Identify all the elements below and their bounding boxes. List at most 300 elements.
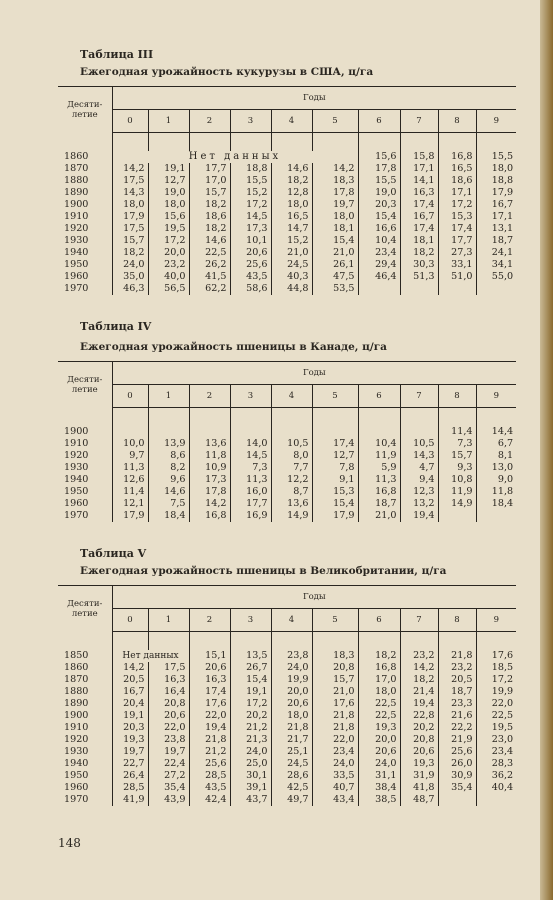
value-cell: 19,7 bbox=[312, 199, 358, 211]
value-cell: 20,8 bbox=[312, 662, 358, 674]
value-cell: 15,5 bbox=[476, 151, 516, 163]
value-cell: 24,0 bbox=[312, 758, 358, 770]
value-cell: 23,0 bbox=[476, 734, 516, 746]
value-cell: 42,4 bbox=[189, 794, 230, 806]
value-cell: 14,6 bbox=[271, 163, 312, 175]
value-cell bbox=[476, 283, 516, 295]
decade-cell: 1930 bbox=[64, 235, 89, 246]
value-cell: 26,7 bbox=[230, 662, 271, 674]
value-cell: 41,9 bbox=[112, 794, 148, 806]
table-row bbox=[58, 450, 516, 462]
value-cell: 17,2 bbox=[476, 674, 516, 686]
year-column-header: 2 bbox=[189, 110, 230, 133]
decade-cell: 1890 bbox=[64, 698, 89, 709]
table-row bbox=[58, 199, 516, 211]
value-cell: 20,6 bbox=[358, 746, 400, 758]
value-cell: 7,3 bbox=[230, 462, 271, 474]
value-cell: 11,8 bbox=[189, 450, 230, 462]
table-row bbox=[58, 438, 516, 450]
value-cell: 13,1 bbox=[476, 223, 516, 235]
value-cell: 18,2 bbox=[112, 247, 148, 259]
value-cell: 17,5 bbox=[148, 662, 189, 674]
value-cell: 19,1 bbox=[230, 686, 271, 698]
decade-cell: 1970 bbox=[64, 510, 89, 521]
decade-cell: 1970 bbox=[64, 794, 89, 805]
value-cell: 26,4 bbox=[112, 770, 148, 782]
value-cell: 15,6 bbox=[148, 211, 189, 223]
value-cell: 39,1 bbox=[230, 782, 271, 794]
value-cell: 21,7 bbox=[271, 734, 312, 746]
value-cell: 17,0 bbox=[189, 175, 230, 187]
table-row bbox=[58, 486, 516, 498]
value-cell: 25,6 bbox=[230, 259, 271, 271]
value-cell: 22,0 bbox=[148, 722, 189, 734]
value-cell: 13,6 bbox=[271, 498, 312, 510]
value-cell: 19,7 bbox=[112, 746, 148, 758]
value-cell: 16,5 bbox=[438, 163, 476, 175]
value-cell: 15,7 bbox=[438, 450, 476, 462]
value-cell: 15,5 bbox=[358, 175, 400, 187]
value-cell: 43,5 bbox=[189, 782, 230, 794]
decade-cell: 1920 bbox=[64, 223, 89, 234]
value-cell: 21,3 bbox=[230, 734, 271, 746]
value-cell: 26,1 bbox=[312, 259, 358, 271]
table3-caption: Таблица III bbox=[80, 48, 154, 61]
table-row bbox=[58, 235, 516, 247]
year-column-header: 3 bbox=[230, 609, 271, 632]
value-cell: 16,4 bbox=[148, 686, 189, 698]
value-cell: 17,1 bbox=[438, 187, 476, 199]
value-cell: 7,3 bbox=[438, 438, 476, 450]
value-cell: 28,3 bbox=[476, 758, 516, 770]
value-cell: 11,3 bbox=[230, 474, 271, 486]
value-cell: 28,5 bbox=[112, 782, 148, 794]
value-cell: 19,1 bbox=[112, 710, 148, 722]
year-column-header: 4 bbox=[271, 110, 312, 133]
value-cell: 14,2 bbox=[312, 163, 358, 175]
value-cell: 12,8 bbox=[271, 187, 312, 199]
value-cell: 18,2 bbox=[189, 223, 230, 235]
value-cell: 7,5 bbox=[148, 498, 189, 510]
value-cell: 34,1 bbox=[476, 259, 516, 271]
value-cell: 14,1 bbox=[400, 175, 438, 187]
value-cell: 55,0 bbox=[476, 271, 516, 283]
value-cell: 35,4 bbox=[148, 782, 189, 794]
table-row bbox=[58, 674, 516, 686]
year-column-header: 1 bbox=[148, 609, 189, 632]
value-cell: 18,8 bbox=[476, 175, 516, 187]
value-cell: 10,5 bbox=[271, 438, 312, 450]
value-cell: 17,8 bbox=[358, 163, 400, 175]
value-cell: 38,4 bbox=[358, 782, 400, 794]
table4-caption: Таблица IV bbox=[80, 320, 152, 333]
value-cell bbox=[476, 510, 516, 522]
table-row bbox=[58, 746, 516, 758]
year-column-header: 5 bbox=[312, 385, 358, 408]
value-cell: 30,9 bbox=[438, 770, 476, 782]
value-cell: 8,6 bbox=[148, 450, 189, 462]
value-cell: 17,8 bbox=[312, 187, 358, 199]
value-cell: 16,5 bbox=[271, 211, 312, 223]
value-cell: 17,1 bbox=[400, 163, 438, 175]
value-cell: 21,4 bbox=[400, 686, 438, 698]
value-cell: 18,6 bbox=[189, 211, 230, 223]
value-cell: 7,7 bbox=[271, 462, 312, 474]
value-cell: 19,5 bbox=[476, 722, 516, 734]
value-cell: 23,4 bbox=[312, 746, 358, 758]
value-cell: 20,6 bbox=[230, 247, 271, 259]
value-cell: 10,1 bbox=[230, 235, 271, 247]
value-cell: 15,4 bbox=[312, 498, 358, 510]
value-cell: 40,0 bbox=[148, 271, 189, 283]
value-cell bbox=[271, 426, 312, 438]
value-cell: 30,3 bbox=[400, 259, 438, 271]
value-cell: 23,8 bbox=[148, 734, 189, 746]
value-cell: 7,8 bbox=[312, 462, 358, 474]
value-cell: 24,5 bbox=[271, 758, 312, 770]
value-cell bbox=[438, 510, 476, 522]
value-cell: 35,4 bbox=[438, 782, 476, 794]
value-cell: 17,7 bbox=[438, 235, 476, 247]
value-cell: 20,6 bbox=[148, 710, 189, 722]
value-cell: 16,7 bbox=[112, 686, 148, 698]
table4-title: Ежегодная урожайность пшеницы в Канаде, ц/га bbox=[80, 341, 387, 353]
value-cell: 49,7 bbox=[271, 794, 312, 806]
value-cell: 41,8 bbox=[400, 782, 438, 794]
value-cell: 20,3 bbox=[358, 199, 400, 211]
value-cell: 9,4 bbox=[400, 474, 438, 486]
value-cell: 22,5 bbox=[476, 710, 516, 722]
value-cell: 18,0 bbox=[476, 163, 516, 175]
year-column-header: 9 bbox=[476, 110, 516, 133]
value-cell: 18,4 bbox=[476, 498, 516, 510]
value-cell: 15,2 bbox=[271, 235, 312, 247]
value-cell: 36,2 bbox=[476, 770, 516, 782]
value-cell: 18,7 bbox=[438, 686, 476, 698]
value-cell: 18,3 bbox=[312, 175, 358, 187]
table-row bbox=[58, 247, 516, 259]
year-column-header: 0 bbox=[112, 609, 148, 632]
value-cell: 15,4 bbox=[312, 235, 358, 247]
value-cell: 19,4 bbox=[189, 722, 230, 734]
no-data-note: Нет данных bbox=[112, 650, 189, 662]
value-cell bbox=[400, 283, 438, 295]
year-column-header: 6 bbox=[358, 609, 400, 632]
value-cell: 21,0 bbox=[312, 247, 358, 259]
value-cell: 40,4 bbox=[476, 782, 516, 794]
decade-header: Десяти- летие bbox=[58, 87, 112, 133]
value-cell: 11,3 bbox=[112, 462, 148, 474]
value-cell: 18,4 bbox=[148, 510, 189, 522]
value-cell: 18,1 bbox=[400, 235, 438, 247]
year-column-header: 7 bbox=[400, 385, 438, 408]
value-cell: 8,1 bbox=[476, 450, 516, 462]
value-cell: 20,4 bbox=[112, 698, 148, 710]
value-cell: 10,4 bbox=[358, 235, 400, 247]
value-cell: 14,9 bbox=[438, 498, 476, 510]
value-cell: 21,0 bbox=[358, 510, 400, 522]
year-column-header: 5 bbox=[312, 110, 358, 133]
value-cell: 17,4 bbox=[438, 223, 476, 235]
value-cell: 13,9 bbox=[148, 438, 189, 450]
value-cell: 17,9 bbox=[476, 187, 516, 199]
value-cell: 17,9 bbox=[112, 510, 148, 522]
value-cell: 21,9 bbox=[438, 734, 476, 746]
decade-cell: 1910 bbox=[64, 438, 89, 449]
value-cell: 10,4 bbox=[358, 438, 400, 450]
value-cell: 13,5 bbox=[230, 650, 271, 662]
value-cell: 17,5 bbox=[112, 223, 148, 235]
value-cell: 9,6 bbox=[148, 474, 189, 486]
value-cell: 21,8 bbox=[438, 650, 476, 662]
table-row bbox=[58, 163, 516, 175]
value-cell: 18,0 bbox=[312, 211, 358, 223]
value-cell: 17,4 bbox=[312, 438, 358, 450]
year-column-header: 7 bbox=[400, 609, 438, 632]
value-cell: 21,0 bbox=[271, 247, 312, 259]
value-cell: 17,4 bbox=[400, 223, 438, 235]
value-cell: 20,5 bbox=[438, 674, 476, 686]
value-cell: 51,0 bbox=[438, 271, 476, 283]
years-header: Годы bbox=[112, 586, 516, 609]
value-cell: 21,8 bbox=[312, 710, 358, 722]
value-cell: 20,0 bbox=[271, 686, 312, 698]
table5 bbox=[58, 585, 516, 806]
decade-cell: 1950 bbox=[64, 259, 89, 270]
value-cell: 27,3 bbox=[438, 247, 476, 259]
value-cell: 21,2 bbox=[189, 746, 230, 758]
value-cell: 16,8 bbox=[358, 486, 400, 498]
value-cell: 31,9 bbox=[400, 770, 438, 782]
year-column-header: 1 bbox=[148, 110, 189, 133]
value-cell: 4,7 bbox=[400, 462, 438, 474]
value-cell: 40,3 bbox=[271, 271, 312, 283]
value-cell: 17,7 bbox=[189, 163, 230, 175]
value-cell: 15,5 bbox=[230, 175, 271, 187]
value-cell: 13,0 bbox=[476, 462, 516, 474]
decade-cell: 1890 bbox=[64, 187, 89, 198]
value-cell: 53,5 bbox=[312, 283, 358, 295]
value-cell: 22,0 bbox=[476, 698, 516, 710]
value-cell: 20,2 bbox=[230, 710, 271, 722]
value-cell: 11,4 bbox=[438, 426, 476, 438]
value-cell: 17,4 bbox=[189, 686, 230, 698]
value-cell: 18,2 bbox=[400, 674, 438, 686]
value-cell: 11,9 bbox=[438, 486, 476, 498]
decade-cell: 1950 bbox=[64, 486, 89, 497]
value-cell bbox=[358, 426, 400, 438]
value-cell: 18,8 bbox=[230, 163, 271, 175]
no-data-note: Нет данных bbox=[112, 151, 358, 163]
value-cell: 24,1 bbox=[476, 247, 516, 259]
value-cell: 17,0 bbox=[358, 674, 400, 686]
value-cell: 40,7 bbox=[312, 782, 358, 794]
value-cell: 15,1 bbox=[189, 650, 230, 662]
value-cell: 19,1 bbox=[148, 163, 189, 175]
value-cell: 5,9 bbox=[358, 462, 400, 474]
value-cell: 16,3 bbox=[148, 674, 189, 686]
decade-cell: 1930 bbox=[64, 746, 89, 757]
decade-cell: 1880 bbox=[64, 686, 89, 697]
value-cell: 14,3 bbox=[112, 187, 148, 199]
value-cell: 18,0 bbox=[112, 199, 148, 211]
value-cell: 44,8 bbox=[271, 283, 312, 295]
value-cell: 17,2 bbox=[230, 199, 271, 211]
value-cell: 11,4 bbox=[112, 486, 148, 498]
value-cell: 16,6 bbox=[358, 223, 400, 235]
value-cell: 17,3 bbox=[230, 223, 271, 235]
decade-cell: 1960 bbox=[64, 498, 89, 509]
value-cell: 25,6 bbox=[189, 758, 230, 770]
value-cell: 14,3 bbox=[400, 450, 438, 462]
value-cell: 43,4 bbox=[312, 794, 358, 806]
value-cell: 56,5 bbox=[148, 283, 189, 295]
value-cell: 17,1 bbox=[476, 211, 516, 223]
value-cell: 11,9 bbox=[358, 450, 400, 462]
year-column-header: 8 bbox=[438, 609, 476, 632]
decade-cell: 1870 bbox=[64, 163, 89, 174]
value-cell: 18,2 bbox=[400, 247, 438, 259]
value-cell: 17,6 bbox=[476, 650, 516, 662]
value-cell: 43,9 bbox=[148, 794, 189, 806]
value-cell: 23,3 bbox=[438, 698, 476, 710]
table-row bbox=[58, 151, 516, 163]
table-row bbox=[58, 770, 516, 782]
value-cell: 12,1 bbox=[112, 498, 148, 510]
value-cell: 16,3 bbox=[400, 187, 438, 199]
value-cell: 15,8 bbox=[400, 151, 438, 163]
value-cell: 23,4 bbox=[358, 247, 400, 259]
value-cell: 14,6 bbox=[148, 486, 189, 498]
value-cell: 17,6 bbox=[312, 698, 358, 710]
value-cell: 12,7 bbox=[312, 450, 358, 462]
year-column-header: 8 bbox=[438, 385, 476, 408]
value-cell: 17,2 bbox=[148, 235, 189, 247]
value-cell: 22,5 bbox=[358, 698, 400, 710]
value-cell: 15,2 bbox=[230, 187, 271, 199]
value-cell: 20,2 bbox=[400, 722, 438, 734]
value-cell: 22,8 bbox=[400, 710, 438, 722]
table-row bbox=[58, 187, 516, 199]
table4 bbox=[58, 361, 516, 522]
value-cell: 16,8 bbox=[438, 151, 476, 163]
value-cell: 16,8 bbox=[358, 662, 400, 674]
value-cell: 8,2 bbox=[148, 462, 189, 474]
table-row bbox=[58, 462, 516, 474]
value-cell: 15,3 bbox=[312, 486, 358, 498]
value-cell: 26,0 bbox=[438, 758, 476, 770]
value-cell: 18,2 bbox=[358, 650, 400, 662]
value-cell: 22,0 bbox=[189, 710, 230, 722]
value-cell: 14,2 bbox=[112, 662, 148, 674]
value-cell: 41,5 bbox=[189, 271, 230, 283]
decade-cell: 1960 bbox=[64, 782, 89, 793]
value-cell: 17,2 bbox=[438, 199, 476, 211]
value-cell: 26,2 bbox=[189, 259, 230, 271]
decade-cell: 1870 bbox=[64, 674, 89, 685]
value-cell: 22,7 bbox=[112, 758, 148, 770]
value-cell: 21,8 bbox=[312, 722, 358, 734]
value-cell: 46,4 bbox=[358, 271, 400, 283]
value-cell: 20,6 bbox=[400, 746, 438, 758]
decade-cell: 1860 bbox=[64, 662, 89, 673]
table-row bbox=[58, 650, 516, 662]
value-cell: 19,4 bbox=[400, 510, 438, 522]
value-cell: 16,9 bbox=[230, 510, 271, 522]
table-row bbox=[58, 175, 516, 187]
year-column-header: 9 bbox=[476, 609, 516, 632]
value-cell: 42,5 bbox=[271, 782, 312, 794]
year-column-header: 4 bbox=[271, 385, 312, 408]
value-cell: 25,1 bbox=[271, 746, 312, 758]
value-cell: 14,2 bbox=[112, 163, 148, 175]
value-cell: 14,0 bbox=[230, 438, 271, 450]
year-column-header: 3 bbox=[230, 110, 271, 133]
value-cell: 33,1 bbox=[438, 259, 476, 271]
value-cell: 22,2 bbox=[438, 722, 476, 734]
value-cell: 6,7 bbox=[476, 438, 516, 450]
value-cell: 14,2 bbox=[400, 662, 438, 674]
value-cell: 19,0 bbox=[358, 187, 400, 199]
decade-cell: 1970 bbox=[64, 283, 89, 294]
value-cell: 20,8 bbox=[148, 698, 189, 710]
value-cell bbox=[438, 794, 476, 806]
value-cell: 19,5 bbox=[148, 223, 189, 235]
value-cell: 43,7 bbox=[230, 794, 271, 806]
table-row bbox=[58, 271, 516, 283]
value-cell: 15,7 bbox=[189, 187, 230, 199]
table3 bbox=[58, 86, 516, 295]
value-cell bbox=[312, 426, 358, 438]
value-cell: 11,8 bbox=[476, 486, 516, 498]
value-cell: 17,6 bbox=[189, 698, 230, 710]
value-cell: 14,6 bbox=[189, 235, 230, 247]
value-cell bbox=[189, 426, 230, 438]
value-cell: 62,2 bbox=[189, 283, 230, 295]
table-row bbox=[58, 698, 516, 710]
value-cell: 46,3 bbox=[112, 283, 148, 295]
value-cell: 22,0 bbox=[312, 734, 358, 746]
value-cell: 12,2 bbox=[271, 474, 312, 486]
value-cell: 8,0 bbox=[271, 450, 312, 462]
years-header: Годы bbox=[112, 362, 516, 385]
value-cell: 20,3 bbox=[112, 722, 148, 734]
table-row bbox=[58, 426, 516, 438]
decade-header: Десяти- летие bbox=[58, 362, 112, 408]
decade-cell: 1900 bbox=[64, 199, 89, 210]
value-cell: 28,5 bbox=[189, 770, 230, 782]
years-header: Годы bbox=[112, 87, 516, 110]
value-cell: 31,1 bbox=[358, 770, 400, 782]
decade-cell: 1950 bbox=[64, 770, 89, 781]
table-row bbox=[58, 758, 516, 770]
value-cell: 15,4 bbox=[358, 211, 400, 223]
value-cell: 19,3 bbox=[400, 758, 438, 770]
value-cell: 38,5 bbox=[358, 794, 400, 806]
value-cell: 20,6 bbox=[271, 698, 312, 710]
decade-cell: 1910 bbox=[64, 211, 89, 222]
year-column-header: 6 bbox=[358, 385, 400, 408]
table-row bbox=[58, 211, 516, 223]
decade-cell: 1920 bbox=[64, 734, 89, 745]
table-row bbox=[58, 223, 516, 235]
value-cell: 15,7 bbox=[112, 235, 148, 247]
value-cell: 14,5 bbox=[230, 450, 271, 462]
table-row bbox=[58, 686, 516, 698]
table-row bbox=[58, 734, 516, 746]
value-cell: 24,0 bbox=[358, 758, 400, 770]
value-cell: 25,6 bbox=[438, 746, 476, 758]
